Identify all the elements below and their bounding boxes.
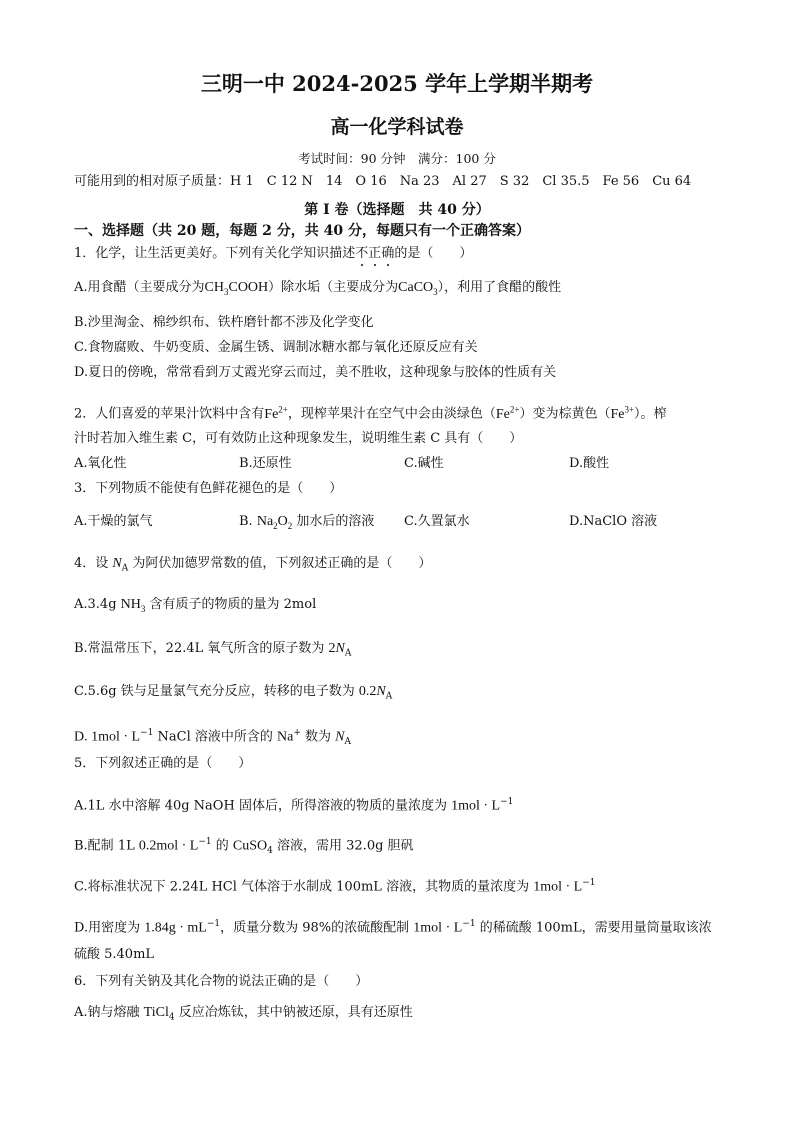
q1-a-text2: ）除水垢（主要成分为 [268, 280, 399, 295]
question-1-option-b: B.沙里淘金、棉纱织布、铁杵磨针都不涉及化学变化 [74, 315, 374, 330]
q4-d-exp: −1 [140, 728, 154, 738]
question-1-option-d: D.夏日的傍晚，常常看到万丈霞光穿云而过，美不胜收，这种现象与胶体的性质有关 [74, 365, 557, 380]
q4-c-avogadro: N [376, 684, 386, 699]
q5-d-unit: 1mol · L [413, 920, 463, 936]
q1-stem-end: 的是（ ） [394, 246, 473, 261]
q5-b-exp: −1 [198, 837, 212, 847]
q2-fe2-a [264, 404, 288, 422]
q4-c-num: 0.2 [358, 684, 377, 699]
q4-b-text: B.常温常压下，22.4L 氧气所含的原子数为 [74, 641, 329, 656]
q4-d-text1: NaCl 溶液中所含的 [153, 729, 278, 745]
q2-fe-c-charge: 3+ [624, 404, 635, 414]
q2-fe-b: Fe [495, 406, 510, 422]
question-1-option-c: C.食物腐败、牛奶变质、金属生锈、调制冰糖水都与氧化还原反应有关 [74, 340, 478, 355]
q1-a-text1: A.用食醋（主要成分为 [74, 280, 205, 295]
q6-a-sub: 4 [168, 1012, 175, 1023]
q6-a-ticl: TiCl [143, 1005, 169, 1020]
question-5-option-b [74, 833, 744, 860]
q5-d-density: 1.84g · mL [144, 920, 207, 936]
q4-a-text2: 含有质子的物质的量为 2mol [145, 597, 317, 612]
q4-c-avogadro-sub: A [385, 691, 393, 702]
q1-a-cooh: COOH [228, 280, 269, 295]
q1-a-sub1: 3 [223, 286, 229, 297]
q2-fe-a: Fe [264, 406, 279, 422]
q5-b-sub: 4 [267, 845, 273, 856]
q3-b-label: B. [239, 514, 257, 529]
question-5-option-c [74, 874, 744, 896]
q4-avogadro: N [112, 556, 122, 571]
q5-a-unit: 1mol · L [451, 798, 501, 814]
q5-b-conc: 0.2mol · L [138, 838, 199, 854]
q5-d-text2: ，质量分数为 98%的浓硫酸配制 [220, 920, 414, 936]
q3-option-a: A.干燥的氯气 [74, 514, 153, 529]
q4-a-formula [121, 597, 146, 612]
question-6-stem: 6．下列有关钠及其化合物的说法正确的是（ ） [74, 974, 369, 989]
q1-a-formula1 [205, 280, 269, 295]
q2-option-c: C.碱性 [404, 456, 444, 471]
question-5-option-d-line-2: 硫酸 5.40mL [74, 947, 155, 962]
question-1-option-a [74, 279, 744, 301]
question-6-option-a [74, 1004, 744, 1027]
q5-b-text2: 的 [211, 838, 233, 854]
exam-info: 考试时间：90 分钟 满分：100 分 [298, 151, 496, 166]
q3-b-o: O [277, 514, 288, 529]
question-3-options [74, 513, 744, 535]
q5-c-text: C.将标准状况下 2.24L HCl 气体溶于水制成 100mL 溶液，其物质的量浓度为 [74, 879, 534, 895]
q3-b-formula [257, 514, 292, 529]
q4-b-avogadro-sub: A [344, 648, 352, 659]
q5-d-text3: 的稀硫酸 100mL，需要用量筒量取该浓 [475, 920, 712, 936]
q5-a-exp: −1 [500, 797, 514, 807]
q2-fe-a-charge: 2+ [278, 404, 288, 414]
q1-a-sub2: 3 [433, 286, 438, 297]
q3-b-text: 加水后的溶液 [292, 514, 375, 529]
q6-a-text2: 反应冶炼钛，其中钠被还原，具有还原性 [174, 1005, 413, 1020]
q1-emphasis-1: 不 [355, 246, 369, 261]
part-heading: 一、选择题（共 20 题，每题 2 分，共 40 分，每题只有一个正确答案） [74, 223, 530, 239]
q2-option-b: B.还原性 [239, 456, 292, 471]
question-2-options [74, 455, 744, 473]
q5-c-unit: 1mol · L [533, 879, 583, 895]
question-2-line-2: 汁时若加入维生素 C，可有效防止这种现象发生，说明维生素 C 具有（ ） [74, 431, 523, 446]
q2-fe-b-charge: 2+ [509, 404, 520, 414]
page-title: 三明一中 2024-2025 学年上学期半期考 [200, 71, 594, 96]
q3-b-na: Na [256, 514, 274, 529]
q1-a-text3: ），利用了食醋的酸性 [437, 280, 562, 295]
q6-a-text1: A.钠与熔融 [74, 1005, 144, 1020]
q2-fe3 [610, 404, 635, 422]
question-5-option-a [74, 793, 744, 815]
q4-c-text: C.5.6g 铁与足量氯气充分反应，转移的电子数为 [74, 684, 359, 699]
q2-text4: ）。榨 [634, 406, 667, 422]
q4-text1: 4．设 [74, 556, 113, 571]
q2-text1: 2．人们喜爱的苹果汁饮料中含有 [74, 406, 265, 422]
q5-b-text1: B.配制 1L [74, 838, 139, 854]
q5-d-text1: D.用密度为 [74, 920, 145, 936]
q5-a-text: A.1L 水中溶解 40g NaOH 固体后，所得溶液的物质的量浓度为 [74, 798, 452, 814]
q4-text2: 为阿伏加德罗常数的值，下列叙述正确的是（ ） [128, 556, 432, 571]
question-4-option-d [74, 724, 744, 751]
q3-b-sub1: 2 [273, 520, 278, 531]
question-1-stem [74, 245, 744, 263]
q4-a-text1: A.3.4g [74, 597, 121, 612]
q3-b-sub2: 2 [287, 520, 293, 531]
q3-option-d: D.NaClO 溶液 [569, 514, 658, 529]
q4-d-charge: + [293, 728, 301, 738]
question-3-stem: 3．下列物质不能使有色鲜花褪色的是（ ） [74, 481, 343, 496]
q2-option-d: D.酸性 [569, 456, 610, 471]
q5-d-exp2: −1 [462, 919, 476, 929]
question-4-option-a [74, 596, 744, 618]
question-4-option-c [74, 683, 744, 706]
q5-c-exp: −1 [582, 878, 596, 888]
q4-d-text2: 数为 [300, 729, 336, 745]
question-5-stem: 5．下列叙述正确的是（ ） [74, 756, 252, 771]
q1-emphasis-3: 确 [381, 246, 395, 261]
atomic-masses: 可能用到的相对原子质量：H 1 C 12 N 14 O 16 Na 23 Al 27 S 32 Cl 35.5 Fe 56 Cu 64 [74, 174, 692, 189]
question-4-stem [74, 555, 744, 578]
q4-a-nh: NH [120, 597, 141, 612]
q4-b-num: 2 [328, 641, 336, 656]
q2-text3: ）变为棕黄色（ [519, 406, 611, 422]
q4-d-avogadro-sub: A [344, 736, 352, 747]
q4-d-avogadro: N [335, 729, 345, 745]
question-5-option-d-line-1 [74, 915, 744, 937]
q5-b-text3: 溶液，需用 32.0g 胆矾 [272, 838, 414, 854]
q4-a-sub: 3 [140, 603, 146, 614]
q4-d-na: Na [277, 729, 294, 745]
q2-text2: ，现榨苹果汁在空气中会由淡绿色（ [287, 406, 496, 422]
q1-a-caco: CaCO [398, 280, 434, 295]
q4-avogadro-sub: A [121, 563, 129, 574]
q1-a-formula2 [398, 280, 438, 295]
q5-d-exp1: −1 [206, 919, 221, 929]
section-title: 第 I 卷（选择题 共 40 分） [304, 202, 490, 218]
q5-b-cuso: CuSO [232, 838, 268, 854]
q4-d-conc: D. 1mol · L [74, 729, 141, 745]
q2-fe-c: Fe [610, 406, 625, 422]
page-subtitle: 高一化学科试卷 [330, 116, 464, 138]
q2-fe2-b [495, 404, 520, 422]
q1-a-ch: CH [204, 280, 224, 295]
q3-option-b [239, 513, 404, 535]
q1-emphasis-2: 正 [368, 246, 382, 261]
question-2-line-1 [74, 400, 744, 424]
question-4-option-b [74, 640, 744, 663]
q2-option-a: A.氧化性 [74, 456, 127, 471]
q4-b-avogadro: N [335, 641, 345, 656]
q1-stem-text: 1．化学，让生活更美好。下列有关化学知识描述 [74, 246, 356, 261]
q3-option-c: C.久置氯水 [404, 514, 470, 529]
